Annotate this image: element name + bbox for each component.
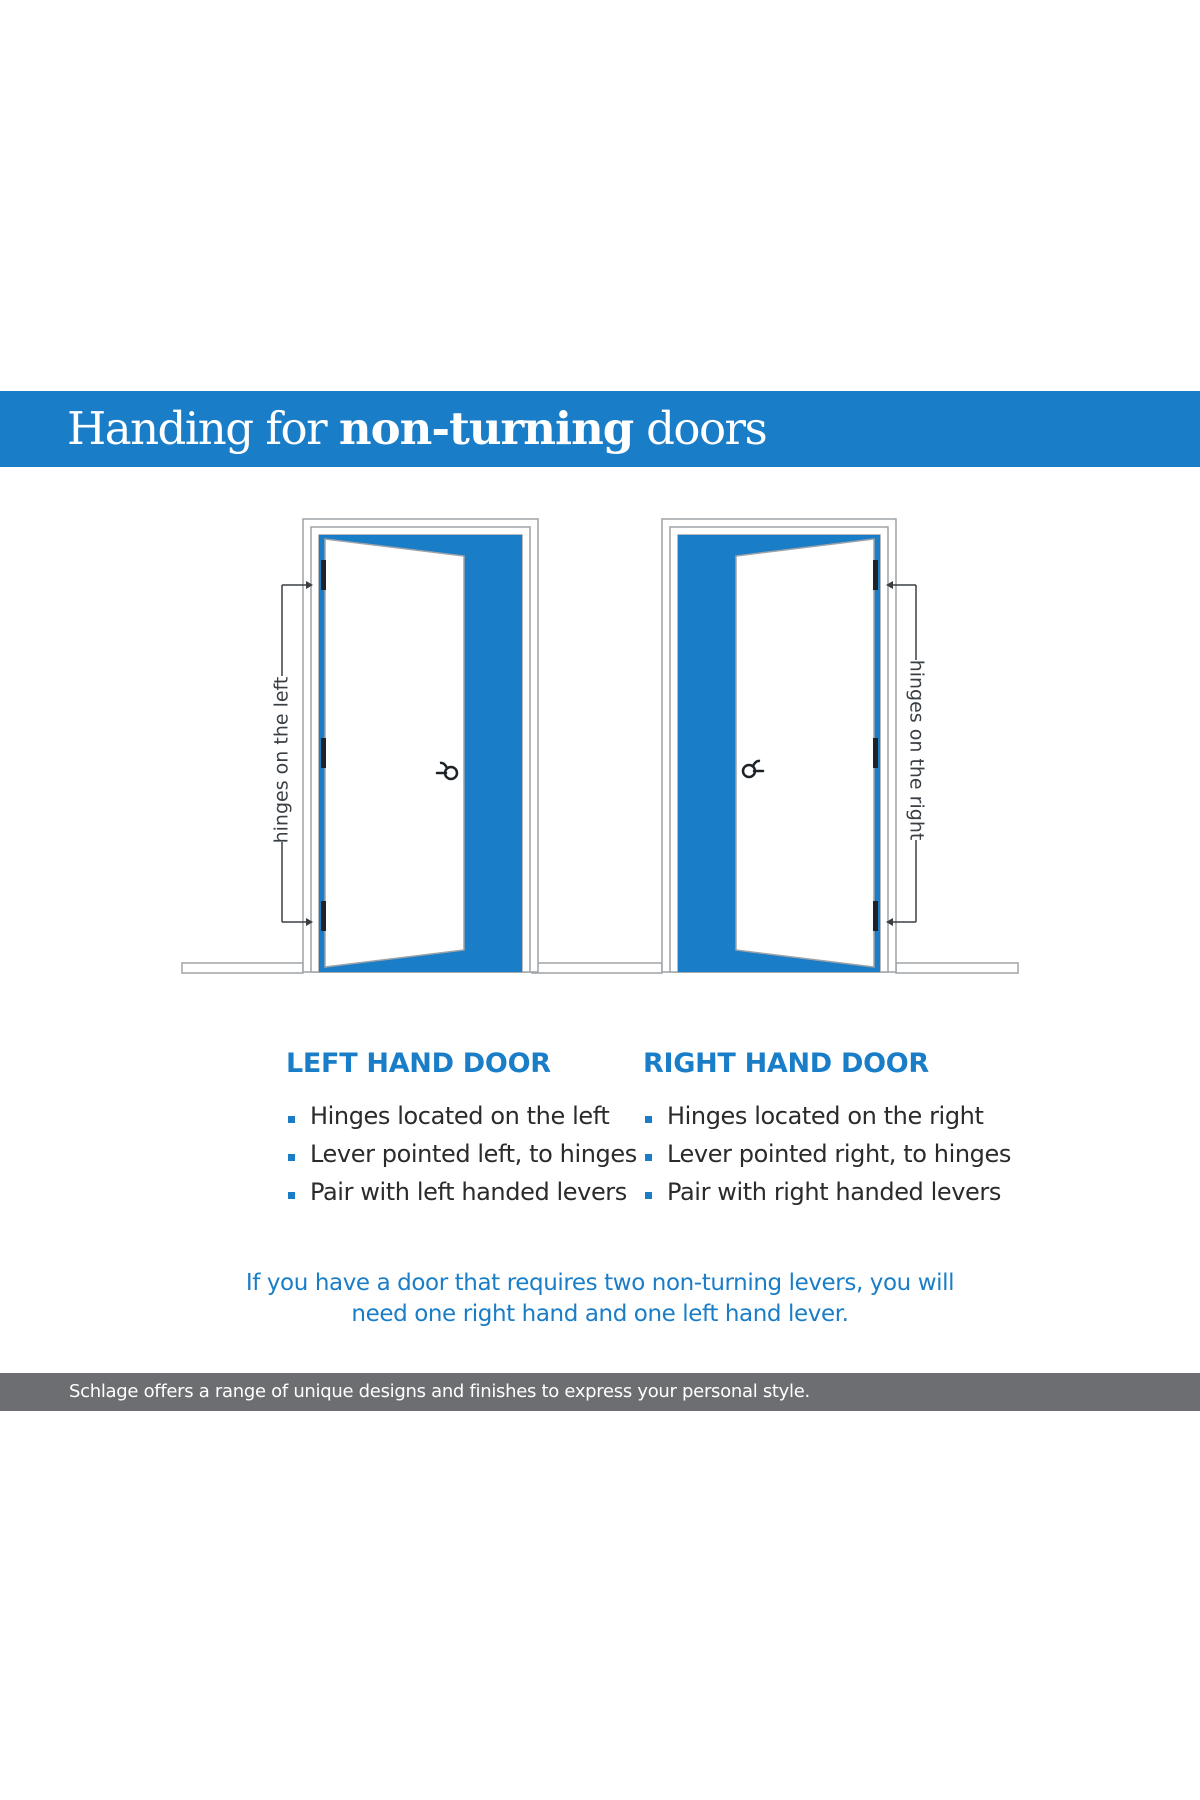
footer-banner: [0, 1373, 1200, 1411]
list-item: [286, 1097, 646, 1135]
bullet-icon: [645, 1154, 652, 1161]
left-hinge-dimension-label: hinges on the left: [270, 676, 293, 844]
note-line-2: need one right hand and one left hand lever.: [351, 1301, 849, 1327]
list-item-text: Hinges located on the right: [667, 1102, 984, 1130]
list-item: [643, 1097, 1003, 1135]
bullet-icon: [288, 1192, 295, 1199]
two-lever-note: [230, 1268, 970, 1330]
right-door-leaf: [736, 539, 874, 967]
list-item-text: Lever pointed left, to hinges: [310, 1140, 637, 1168]
left-door-illustration: [271, 519, 539, 972]
bullet-icon: [645, 1116, 652, 1123]
bullet-icon: [288, 1116, 295, 1123]
left-door-leaf: [325, 539, 464, 967]
list-item-text: Lever pointed right, to hinges: [667, 1140, 1011, 1168]
title-emphasis: non-turning: [338, 402, 634, 455]
right-door-illustration: [662, 519, 928, 972]
footer-tagline: Schlage offers a range of unique designs and finishes to express your personal style.: [69, 1381, 810, 1402]
left-hand-door-list: [286, 1097, 646, 1211]
bullet-icon: [288, 1154, 295, 1161]
list-item: [286, 1135, 646, 1173]
right-hand-door-list: [643, 1097, 1011, 1211]
right-hinge-dimension-label: hinges on the right: [905, 659, 928, 841]
left-hand-door-section: [286, 1048, 646, 1211]
title-suffix: doors: [633, 402, 767, 455]
left-hand-door-heading: LEFT HAND DOOR: [286, 1048, 551, 1079]
list-item-text: Hinges located on the left: [310, 1102, 610, 1130]
right-hand-door-heading: RIGHT HAND DOOR: [643, 1048, 929, 1079]
bullet-icon: [645, 1192, 652, 1199]
list-item: [286, 1173, 646, 1211]
title-prefix: Handing for: [67, 402, 339, 455]
list-item-text: Pair with left handed levers: [310, 1178, 627, 1206]
list-item-text: Pair with right handed levers: [667, 1178, 1001, 1206]
note-line-1: If you have a door that requires two non-turning levers, you will: [245, 1270, 955, 1296]
right-hand-door-section: [643, 1048, 1011, 1211]
list-item: [643, 1173, 1003, 1211]
list-item: [643, 1135, 1011, 1173]
